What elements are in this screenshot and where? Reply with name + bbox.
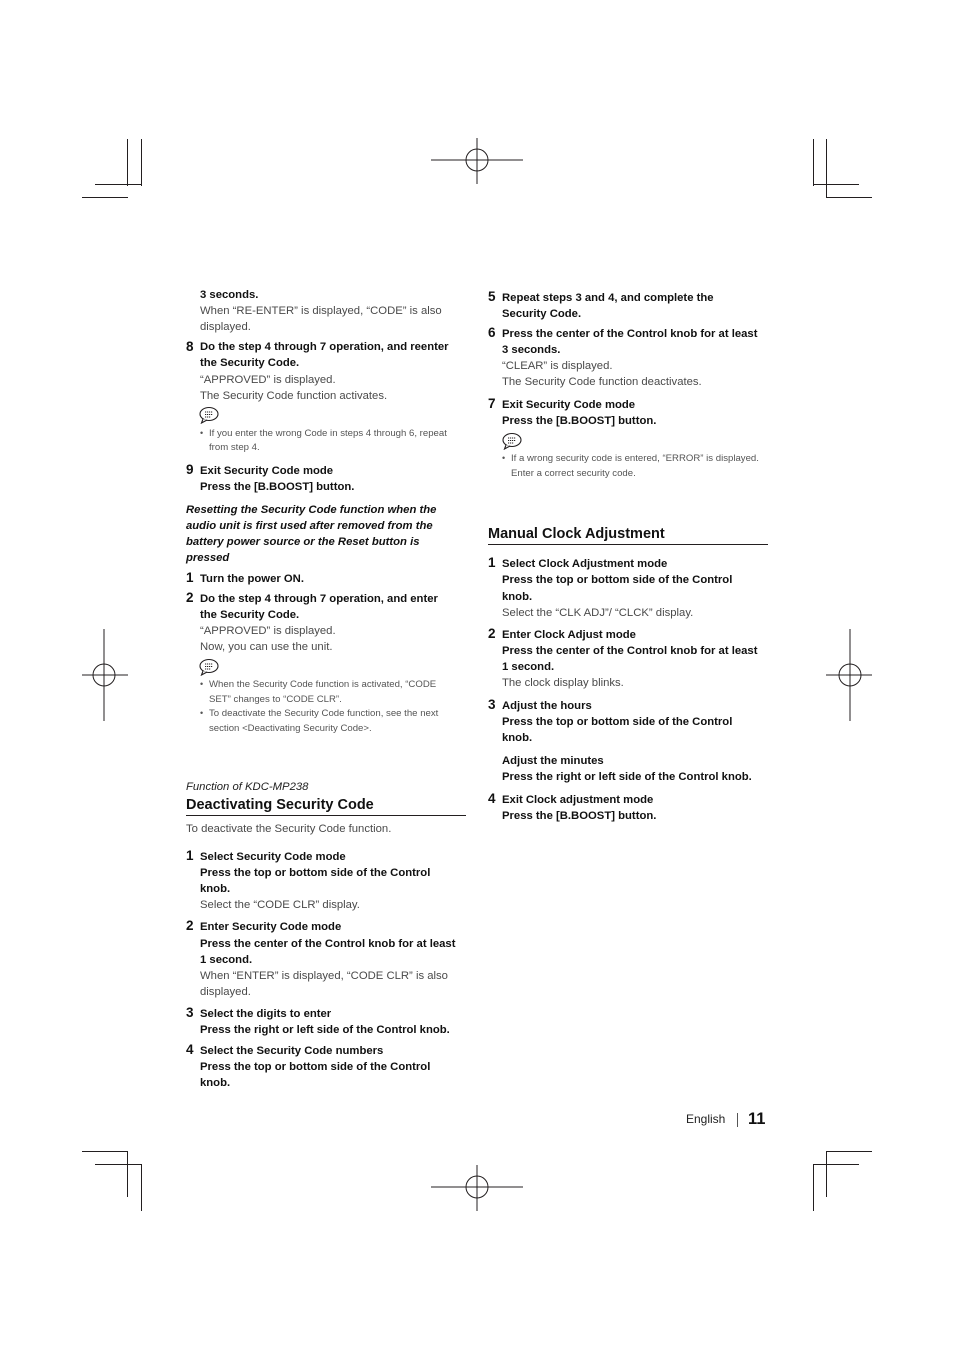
step-description: Select the “CODE CLR” display. (200, 899, 360, 911)
step-title: Enter Clock Adjust mode (502, 629, 636, 641)
step-title: Exit Security Code mode (200, 465, 334, 477)
step-title: Select the Security Code numbers (200, 1045, 384, 1057)
crop-mark-icon (826, 139, 827, 198)
subsection-heading: pressed (186, 552, 230, 564)
step-number: 4 (488, 791, 496, 806)
step-action: Press the top or bottom side of the Control (502, 574, 733, 586)
note-text: When the Security Code function is activated, “CODE (209, 679, 437, 690)
section-heading: Manual Clock Adjustment (488, 526, 665, 542)
step-title: Adjust the hours (502, 700, 592, 712)
step-number: 9 (186, 462, 194, 477)
registration-mark-icon (826, 629, 872, 721)
step-number: 5 (488, 289, 496, 304)
crop-mark-icon (95, 184, 142, 185)
registration-mark-icon (82, 629, 128, 721)
step-action: Press the center of the Control knob for at least (502, 645, 758, 657)
step-number: 3 (488, 697, 496, 712)
step-description: When “RE-ENTER” is displayed, “CODE” is also (200, 305, 442, 317)
step-action: Press the [B.BOOST] button. (502, 810, 657, 822)
note-icon (502, 432, 522, 450)
function-label: Function of KDC-MP238 (186, 781, 309, 793)
step-title: the Security Code. (200, 609, 300, 621)
step-action: knob. (502, 732, 533, 744)
step-title: Repeat steps 3 and 4, and complete the (502, 292, 714, 304)
step-action: 1 second. (502, 661, 555, 673)
note-text: Enter a correct security code. (511, 468, 636, 479)
crop-mark-icon (813, 184, 859, 185)
step-description: Select the “CLK ADJ”/ “CLCK” display. (502, 607, 694, 619)
bullet: • (200, 428, 204, 438)
step-description: “APPROVED” is displayed. (200, 374, 336, 386)
step-number: 8 (186, 339, 194, 354)
note-text: SET” changes to “CODE CLR”. (209, 694, 342, 705)
step-title: Select Security Code mode (200, 851, 346, 863)
step-number: 7 (488, 396, 496, 411)
crop-mark-icon (127, 1151, 128, 1197)
step-description: The Security Code function activates. (200, 390, 388, 402)
crop-mark-icon (813, 1164, 859, 1165)
crop-mark-icon (826, 197, 872, 198)
step-action: Press the top or bottom side of the Control (502, 716, 733, 728)
step-title: Do the step 4 through 7 operation, and enter (200, 593, 438, 605)
section-heading: Deactivating Security Code (186, 797, 374, 813)
step-description: When “ENTER” is displayed, “CODE CLR” is also (200, 970, 448, 982)
step-action: Press the top or bottom side of the Control (200, 867, 431, 879)
step-action: Press the center of the Control knob for at least (200, 938, 456, 950)
step-number: 3 (186, 1005, 194, 1020)
step-number: 1 (186, 570, 194, 585)
footer-separator (737, 1113, 738, 1127)
step-action: Press the right or left side of the Control knob. (200, 1024, 450, 1036)
section-rule (186, 815, 466, 816)
bullet: • (502, 453, 506, 463)
bullet: • (200, 708, 204, 718)
step-title: 3 seconds. (502, 344, 561, 356)
step-action: knob. (200, 1077, 231, 1089)
step-description: Now, you can use the unit. (200, 641, 333, 653)
note-text: from step 4. (209, 442, 260, 453)
step-action: knob. (200, 883, 231, 895)
crop-mark-icon (813, 1164, 814, 1211)
step-description: “APPROVED” is displayed. (200, 625, 336, 637)
step-description: “CLEAR” is displayed. (502, 360, 613, 372)
step-action: Press the right or left side of the Control knob. (502, 771, 752, 783)
note-text: To deactivate the Security Code function, see the next (209, 708, 439, 719)
step-title: the Security Code. (200, 357, 300, 369)
step-title: Enter Security Code mode (200, 921, 342, 933)
step-description: The Security Code function deactivates. (502, 376, 702, 388)
page-number: 11 (748, 1110, 766, 1128)
crop-mark-icon (82, 1151, 128, 1152)
crop-mark-icon (82, 197, 128, 198)
step-title: Select the digits to enter (200, 1008, 332, 1020)
crop-mark-icon (141, 1164, 142, 1211)
registration-mark-icon (431, 1165, 523, 1211)
step-title: Exit Clock adjustment mode (502, 794, 654, 806)
step-description: The clock display blinks. (502, 677, 624, 689)
section-rule (488, 544, 768, 545)
step-description: displayed. (200, 321, 251, 333)
note-text: If a wrong security code is entered, “ERROR” is displayed. (511, 453, 759, 464)
note-text: section <Deactivating Security Code>. (209, 723, 372, 734)
section-intro: To deactivate the Security Code function. (186, 823, 392, 835)
step-title: Select Clock Adjustment mode (502, 558, 668, 570)
step-action: 1 second. (200, 954, 253, 966)
step-number: 6 (488, 325, 496, 340)
step-number: 2 (488, 626, 496, 641)
step-title: Adjust the minutes (502, 755, 604, 767)
registration-mark-icon (431, 138, 523, 184)
crop-mark-icon (826, 1151, 827, 1197)
step-number: 4 (186, 1042, 194, 1057)
crop-mark-icon (127, 139, 128, 186)
step-title: Exit Security Code mode (502, 399, 636, 411)
bullet: • (200, 679, 204, 689)
crop-mark-icon (141, 139, 142, 186)
step-title: Turn the power ON. (200, 573, 304, 585)
step-number: 1 (488, 555, 496, 570)
note-text: If you enter the wrong Code in steps 4 through 6, repeat (209, 428, 447, 439)
step-description: displayed. (200, 986, 251, 998)
subsection-heading: battery power source or the Reset button is (186, 536, 420, 548)
step-number: 1 (186, 848, 194, 863)
step-title: Do the step 4 through 7 operation, and reenter (200, 341, 449, 353)
step-title: 3 seconds. (200, 289, 259, 301)
crop-mark-icon (826, 1151, 872, 1152)
crop-mark-icon (813, 139, 814, 186)
step-action: Press the [B.BOOST] button. (200, 481, 355, 493)
step-action: Press the top or bottom side of the Control (200, 1061, 431, 1073)
step-title: Security Code. (502, 308, 582, 320)
step-action: knob. (502, 591, 533, 603)
subsection-heading: Resetting the Security Code function when the (186, 504, 437, 516)
step-action: Press the [B.BOOST] button. (502, 415, 657, 427)
subsection-heading: audio unit is first used after removed from the (186, 520, 433, 532)
note-icon (199, 658, 219, 676)
step-title: Press the center of the Control knob for at least (502, 328, 758, 340)
note-icon (199, 406, 219, 424)
step-number: 2 (186, 590, 194, 605)
crop-mark-icon (95, 1164, 142, 1165)
step-number: 2 (186, 918, 194, 933)
footer-language: English (686, 1112, 726, 1126)
